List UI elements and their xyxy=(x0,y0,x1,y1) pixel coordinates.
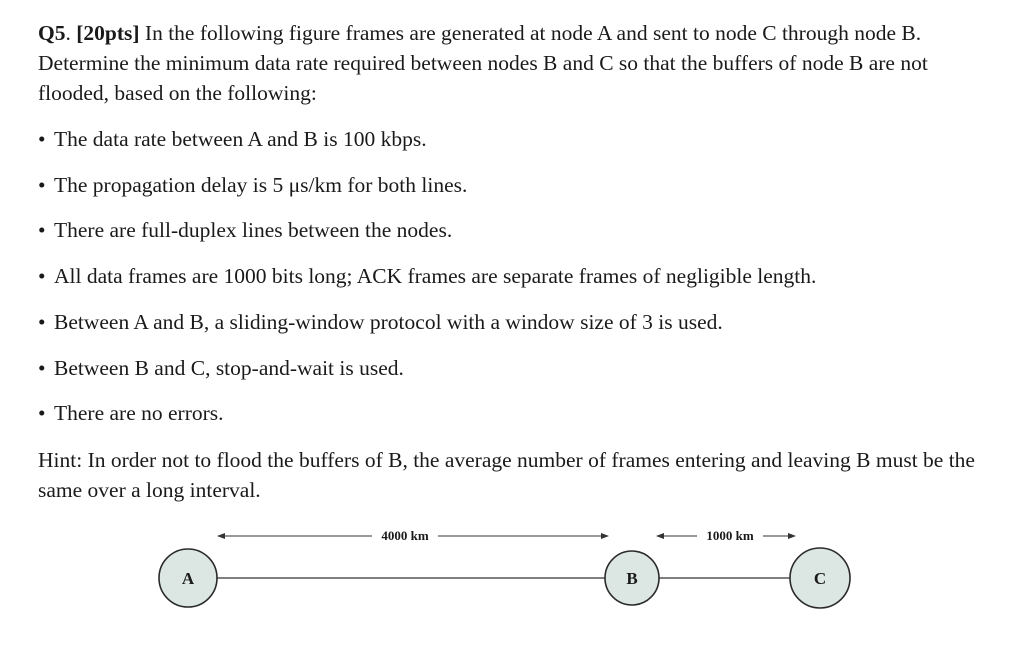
bullet-icon: • xyxy=(38,173,46,197)
question-number: Q5 xyxy=(38,21,66,45)
hint-text: Hint: In order not to flood the buffers of B, the average number of frames entering and leaving B must be the same over a long interval. xyxy=(38,448,975,502)
node-c-label: C xyxy=(813,569,827,588)
assumption-text: There are no errors. xyxy=(54,401,224,425)
question-intro-text: In the following figure frames are generated at node A and sent to node C through node B. Determine the minimum data rate required between nodes B and C so that the buffers of node B are not flooded, based on the following: xyxy=(38,21,928,105)
assumption-text: There are full-duplex lines between the nodes. xyxy=(54,218,453,242)
node-c xyxy=(790,548,850,608)
assumption-text: The propagation delay is 5 μs/km for both lines. xyxy=(54,173,468,197)
assumption-text: Between B and C, stop-and-wait is used. xyxy=(54,356,404,380)
assumption-item xyxy=(38,170,467,200)
question-number-suffix: . xyxy=(65,21,77,45)
bullet-icon: • xyxy=(38,218,46,242)
node-a xyxy=(159,549,217,607)
assumption-item xyxy=(38,124,427,154)
assumption-text: The data rate between A and B is 100 kbps. xyxy=(54,127,427,151)
bullet-icon: • xyxy=(38,356,46,380)
node-a-label: A xyxy=(181,569,195,588)
question-intro xyxy=(38,18,988,108)
question-points: [20pts] xyxy=(76,21,140,45)
bullet-icon: • xyxy=(38,310,46,334)
assumption-item xyxy=(38,307,723,337)
distance-label-bc: 1000 km xyxy=(706,528,754,543)
assumption-text: All data frames are 1000 bits long; ACK frames are separate frames of negligible length. xyxy=(54,264,817,288)
distance-label-ab: 4000 km xyxy=(381,528,429,543)
node-b xyxy=(605,551,659,605)
bullet-icon: • xyxy=(38,127,46,151)
assumption-item xyxy=(38,215,452,245)
bullet-icon: • xyxy=(38,401,46,425)
assumption-text: Between A and B, a sliding-window protocol with a window size of 3 is used. xyxy=(54,310,723,334)
bullet-icon: • xyxy=(38,264,46,288)
assumption-item xyxy=(38,261,816,291)
question-block xyxy=(38,18,988,502)
assumption-item xyxy=(38,398,224,428)
node-b-label: B xyxy=(626,569,638,588)
assumption-item xyxy=(38,353,404,383)
